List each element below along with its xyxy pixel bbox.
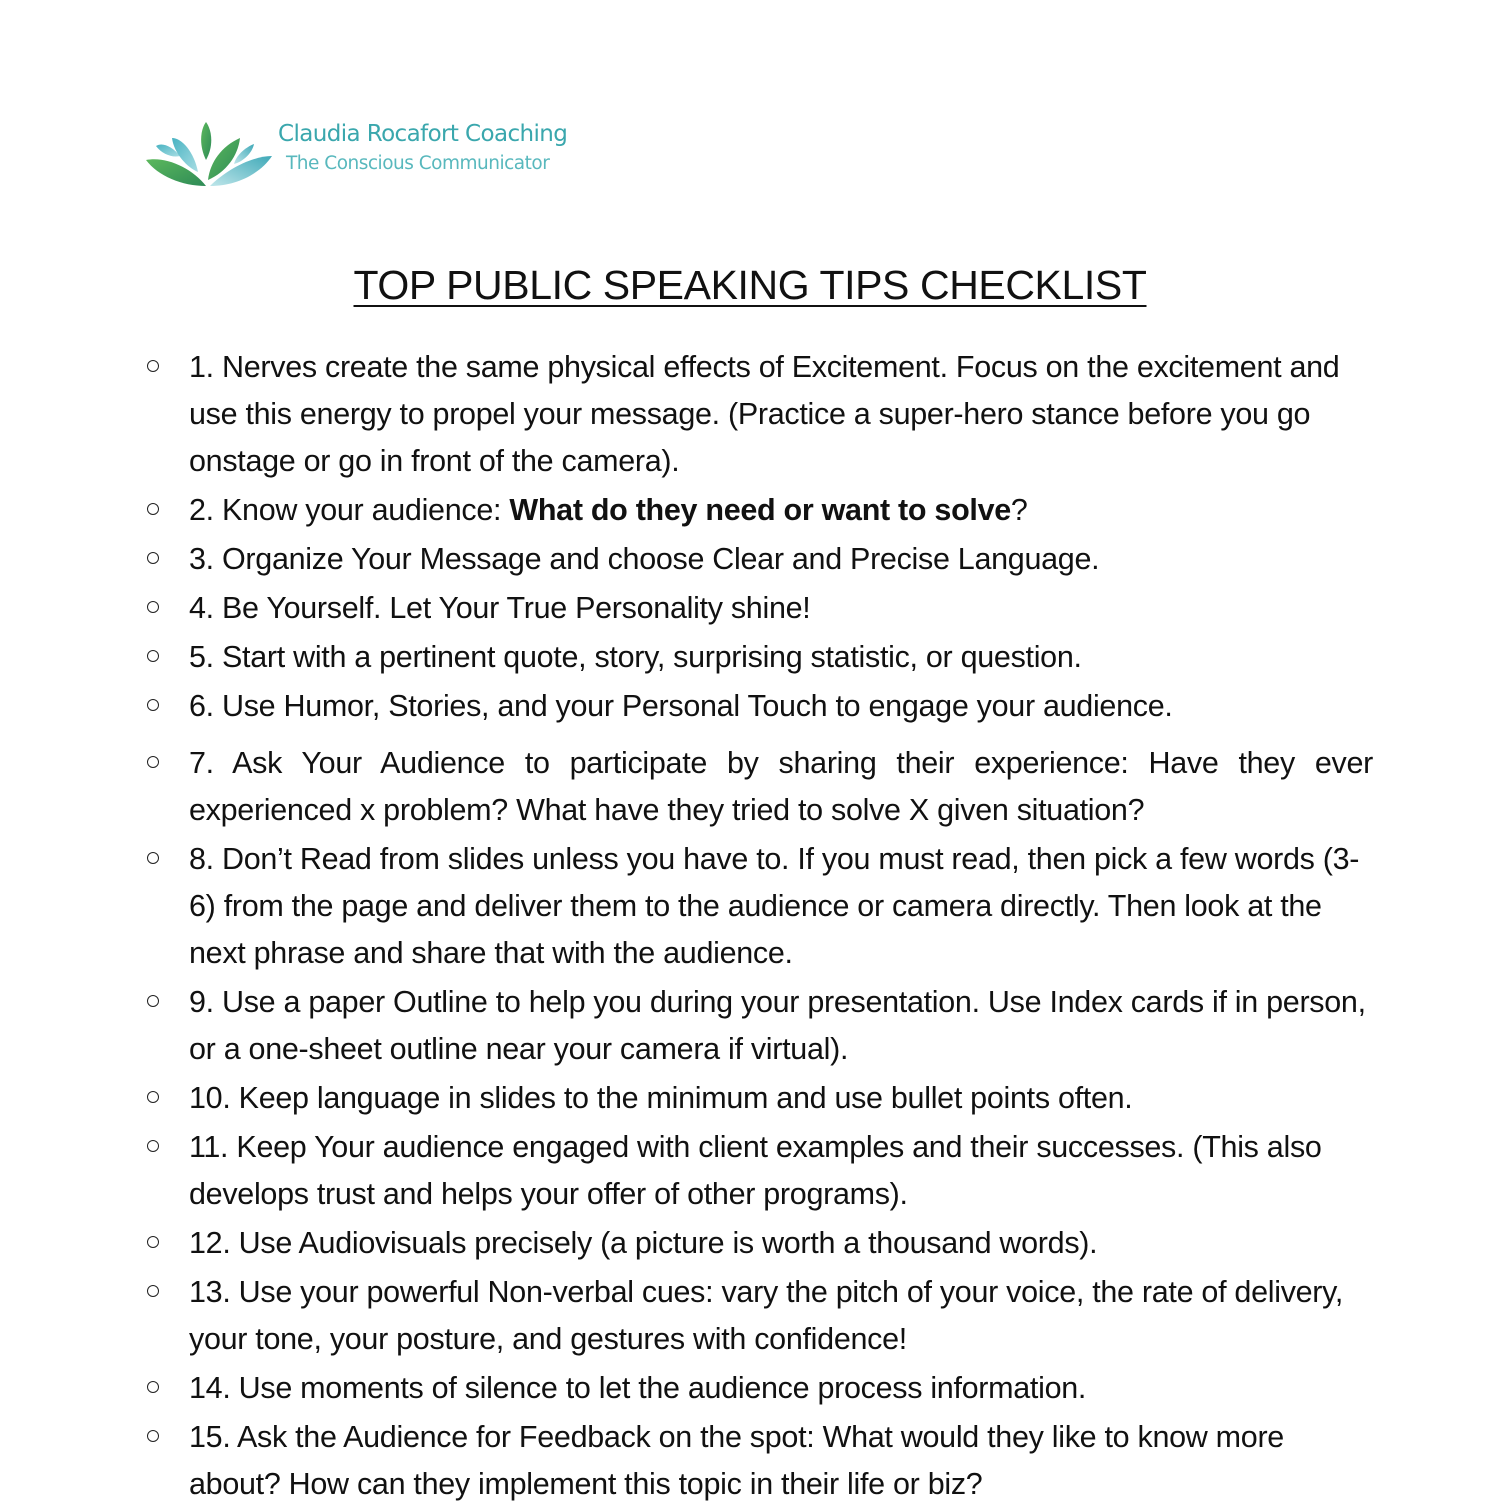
- list-item: [143, 836, 1373, 977]
- list-item: [143, 683, 1373, 730]
- hollow-circle-icon: [147, 699, 159, 711]
- list-item-text: 4. Be Yourself. Let Your True Personality shine!: [189, 591, 811, 625]
- list-item: [143, 1269, 1373, 1363]
- list-item-text: 11. Keep Your audience engaged with client examples and their successes. (This also develops trust and helps your offer of other programs).: [189, 1130, 1322, 1211]
- list-item-text: 3. Organize Your Message and choose Clear and Precise Language.: [189, 542, 1100, 576]
- lotus-leaves-icon: [144, 116, 272, 188]
- hollow-circle-icon: [147, 756, 159, 768]
- hollow-circle-icon: [147, 1285, 159, 1297]
- list-item: [143, 344, 1373, 485]
- list-item: [143, 1220, 1373, 1267]
- hollow-circle-icon: [147, 601, 159, 613]
- hollow-circle-icon: [147, 995, 159, 1007]
- list-item: [143, 1124, 1373, 1218]
- list-item-text: 15. Ask the Audience for Feedback on the spot: What would they like to know more about? How can they implement this topic in their life or biz?: [189, 1420, 1284, 1501]
- list-item-text: 1. Nerves create the same physical effects of Excitement. Focus on the excitement and use this energy to propel your message. (Practice a super-hero stance before you go onstage or go in front of the camera).: [189, 350, 1340, 478]
- list-item: [143, 585, 1373, 632]
- brand-tagline: The Conscious Communicator: [286, 152, 550, 174]
- list-item-text: 5. Start with a pertinent quote, story, surprising statistic, or question.: [189, 640, 1082, 674]
- list-item: [143, 487, 1373, 534]
- list-item-text: 13. Use your powerful Non-verbal cues: vary the pitch of your voice, the rate of delivery, your tone, your posture, and gestures with confidence!: [189, 1275, 1344, 1356]
- hollow-circle-icon: [147, 1140, 159, 1152]
- list-item: [143, 1414, 1373, 1508]
- list-item: [143, 634, 1373, 681]
- hollow-circle-icon: [147, 503, 159, 515]
- hollow-circle-icon: [147, 1381, 159, 1393]
- list-item-text: 12. Use Audiovisuals precisely (a picture is worth a thousand words).: [189, 1226, 1098, 1260]
- tips-checklist: [143, 344, 1373, 1510]
- hollow-circle-icon: [147, 552, 159, 564]
- page-title: TOP PUBLIC SPEAKING TIPS CHECKLIST: [353, 262, 1147, 308]
- hollow-circle-icon: [147, 650, 159, 662]
- hollow-circle-icon: [147, 360, 159, 372]
- list-item-text: 2. Know your audience: What do they need or want to solve?: [189, 493, 1028, 527]
- list-item-text: 10. Keep language in slides to the minimum and use bullet points often.: [189, 1081, 1133, 1115]
- brand-name: Claudia Rocafort Coaching: [278, 120, 568, 147]
- list-item-text: 8. Don’t Read from slides unless you have to. If you must read, then pick a few words (3-6) from the page and deliver them to the audience or camera directly. Then look at the next phrase and share that with the audience.: [189, 842, 1360, 970]
- list-item: [143, 1365, 1373, 1412]
- hollow-circle-icon: [147, 1091, 159, 1103]
- hollow-circle-icon: [147, 852, 159, 864]
- emphasis-text: What do they need or want to solve: [509, 493, 1011, 527]
- list-item: [143, 536, 1373, 583]
- list-item-text: 14. Use moments of silence to let the audience process information.: [189, 1371, 1087, 1405]
- list-item-text: 7. Ask Your Audience to participate by sharing their experience: Have they ever experienced x problem? What have they tried to solve X given situation?: [189, 746, 1373, 827]
- list-item-text: 9. Use a paper Outline to help you during your presentation. Use Index cards if in person, or a one-sheet outline near your camera if virtual).: [189, 985, 1366, 1066]
- brand-logo: [144, 114, 584, 190]
- list-item: [143, 1075, 1373, 1122]
- hollow-circle-icon: [147, 1430, 159, 1442]
- list-item-text: 6. Use Humor, Stories, and your Personal Touch to engage your audience.: [189, 689, 1173, 723]
- list-item: [143, 740, 1373, 834]
- list-item: [143, 979, 1373, 1073]
- hollow-circle-icon: [147, 1236, 159, 1248]
